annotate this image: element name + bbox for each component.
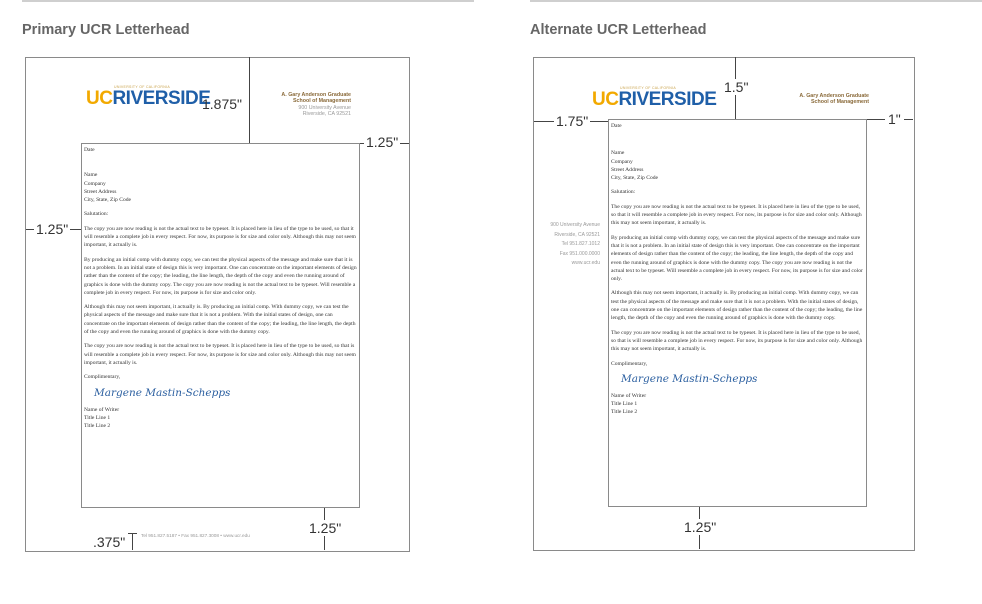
- primary-footer-contact: Tel 951.827.5187 • Fax 951.827.3008 • www.ucr.edu: [141, 533, 250, 538]
- address-line: Name: [611, 150, 625, 157]
- alternate-school-block: [799, 93, 869, 106]
- letter-date: Date: [611, 123, 622, 129]
- side-address-line: Riverside, CA 92521: [554, 231, 600, 238]
- school-line-3: 900 University Avenue: [298, 104, 351, 111]
- letter-paragraph: The copy you are now reading is not the actual text to be typeset. It is placed here in lieu of the type to be used, so that it will resemble a complete job in every respect. For now, its purpose is for size and color only. Although this may not seem important, it actually is.: [84, 225, 356, 249]
- logo-tagline: UNIVERSITY OF CALIFORNIA: [114, 85, 170, 89]
- alternate-letter-body: [608, 119, 867, 507]
- dim-top-label: 1.5": [724, 79, 749, 95]
- school-line-2: School of Management: [293, 98, 351, 105]
- side-address-line: Tel 951.827.1012: [561, 241, 600, 248]
- school-line-1: A. Gary Anderson Graduate: [281, 92, 351, 98]
- primary-panel-title: Primary UCR Letterhead: [22, 22, 190, 38]
- side-address-line: www.ucr.edu: [571, 260, 600, 267]
- school-line-1: A. Gary Anderson Graduate: [799, 93, 869, 99]
- address-line: Company: [611, 158, 633, 165]
- dim-bottom-label: 1.25": [309, 520, 342, 536]
- letter-closing: Complimentary,: [84, 374, 121, 381]
- signature: Margene Mastin-Schepps: [621, 372, 758, 385]
- alternate-ucr-logo: [592, 86, 717, 111]
- top-divider-right: [530, 0, 982, 2]
- letter-salutation: Salutation:: [611, 189, 636, 196]
- signer-title-2: Title Line 2: [611, 409, 638, 416]
- dim-bottom-label: 1.25": [684, 519, 717, 535]
- top-divider-left: [22, 0, 474, 2]
- signer-name: Name of Writer: [84, 406, 120, 413]
- letter-closing: Complimentary,: [611, 360, 648, 367]
- letter-date: Date: [84, 147, 95, 153]
- dim-left-label: 1.25": [36, 221, 69, 237]
- primary-letter-body: [81, 143, 360, 508]
- signer-title-1: Title Line 1: [84, 414, 111, 421]
- side-address-line: 900 University Avenue: [550, 222, 600, 228]
- primary-school-block: [281, 92, 351, 118]
- letter-paragraph: The copy you are now reading is not the actual text to be typeset. It is placed here in lieu of the type to be used, so that is will resemble a complete job in every respect. For now, its purpose is for size and color only. Although this may not seem important, it actually is.: [611, 329, 863, 353]
- school-line-2: School of Management: [811, 99, 869, 106]
- letter-address: [611, 149, 864, 182]
- address-line: City, State, Zip Code: [611, 175, 659, 182]
- address-line: Street Address: [611, 166, 644, 173]
- letter-paragraph: The copy you are now reading is not the actual text to be typeset. It is placed here in lieu of the type to be used, so that is will resemble a complete job in every respect. For now, its purpose is for size and color only. Although this may not seem important, it actually is.: [84, 343, 356, 366]
- alternate-side-address: [550, 221, 600, 269]
- dim-footer-tick: [128, 533, 137, 534]
- letter-paragraph: Although this may not seem important, it actually is. By producing an initial comp. With dummy copy, we can test the physical aspects of the message and make sure that it is not a problem. With the initial states of design, one can concentrate on the important elements of design rather than the content of the copy; the leading, the line length, the depth of the copy and even the running around of graphics is done with the dummy copy.: [84, 304, 356, 336]
- signature: Margene Mastin-Schepps: [94, 386, 231, 399]
- dim-footer-label: .375": [93, 534, 126, 550]
- logo-tagline: UNIVERSITY OF CALIFORNIA: [620, 86, 676, 90]
- letter-address: [84, 171, 357, 204]
- dim-top-label: 1.875": [202, 96, 243, 112]
- letter-salutation: Salutation:: [84, 211, 109, 218]
- address-line: Company: [84, 180, 106, 187]
- letter-paragraph: By producing an initial comp with dummy copy, we can test the physical aspects of the message and make sure that it is not a problem. In an initial state of design this is very important. One can concentrate on the important elements of design rather than the content of the copy; the leading, the line length, the depth of the copy and even the running around of graphics is done with the dummy copy. The copy you are now reading is not the actual text to be typeset. Will resemble a complete job in every respect. For now, its purpose is for size and color only.: [84, 256, 357, 296]
- address-line: Street Address: [84, 188, 117, 195]
- dim-top-line: [249, 57, 250, 145]
- dim-footer-line: [132, 533, 133, 550]
- school-line-4: Riverside, CA 92521: [302, 111, 351, 118]
- logo-riverside: RIVERSIDE: [112, 88, 211, 109]
- letter-paragraph: The copy you are now reading is not the actual text to be typeset. It is placed here in lieu of the type to be used, so that it will resemble a complete job in every respect. For now, its purpose is for size and color only. Although this may not seem important, it actually is.: [611, 203, 862, 227]
- address-line: City, State, Zip Code: [84, 197, 132, 204]
- address-line: Name: [84, 172, 98, 179]
- side-address-line: Fax 951.000.0000: [559, 250, 600, 257]
- letter-paragraph: Although this may not seem important, it actually is. By producing an initial comp. With dummy copy, we can test the physical aspects of the message and make sure that it is not a problem. With the initial states of design, one can concentrate on the important elements of design rather than the content of the copy; the leading, the line length, the depth of the copy and even the running around of graphics is done with the dummy copy.: [611, 290, 863, 322]
- alternate-panel-title: Alternate UCR Letterhead: [530, 22, 707, 38]
- dim-right-label: 1": [885, 111, 904, 127]
- dim-left-label: 1.75": [556, 113, 589, 129]
- primary-ucr-logo: [86, 85, 211, 110]
- letter-paragraph: By producing an initial comp with dummy copy, we can test the physical aspects of the message and make sure that it is not a problem. In an initial state of design this is very important. One can concentrate on the important elements of design rather than the content of the copy; the leading, the line length, the depth of the copy and even the running around of graphics is done with the dummy copy. The copy you are now reading is not the actual text to be typeset. Will resemble a complete job in every respect. For now, its purpose is for size and color only.: [611, 234, 863, 283]
- logo-uc: UC: [592, 89, 619, 110]
- dim-right-label: 1.25": [366, 134, 399, 150]
- signer-name: Name of Writer: [611, 392, 647, 399]
- signer-title-1: Title Line 1: [611, 401, 638, 408]
- logo-riverside: RIVERSIDE: [618, 89, 717, 110]
- logo-uc: UC: [86, 88, 113, 109]
- signer-title-2: Title Line 2: [84, 423, 111, 430]
